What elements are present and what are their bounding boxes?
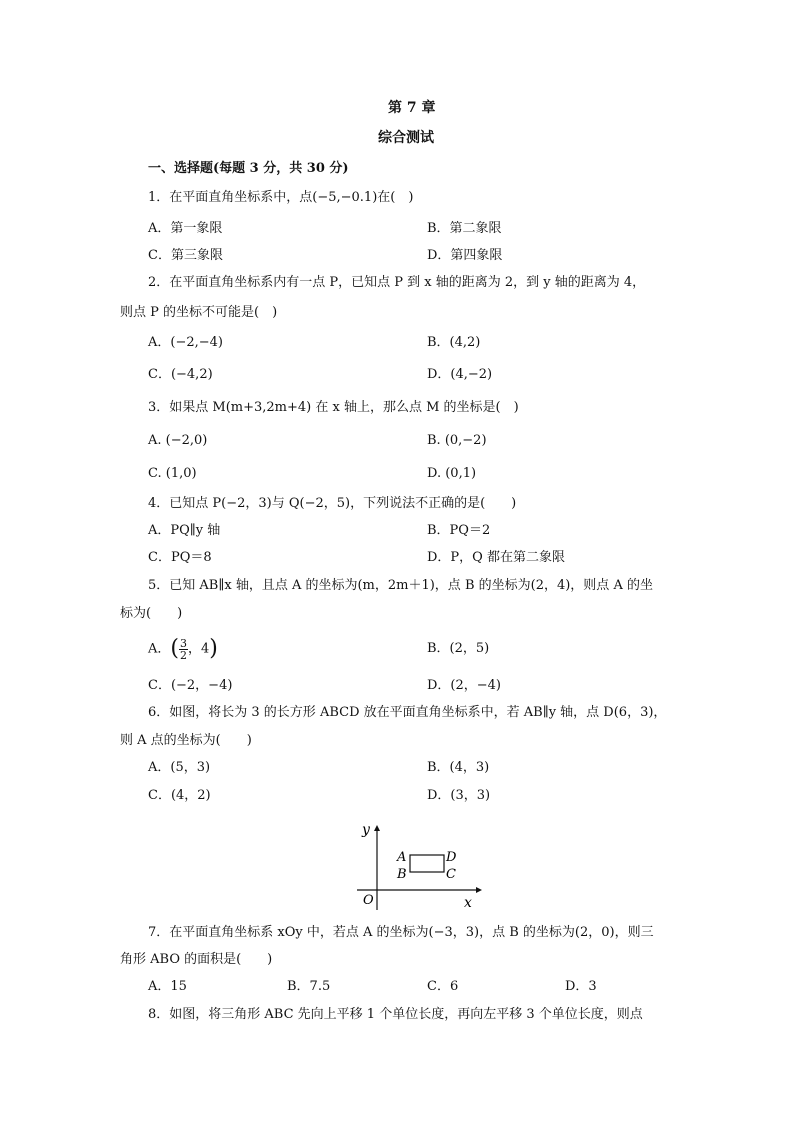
q2-option-b: B．(4,2) (427, 335, 481, 350)
q1-option-a: A．第一象限 (148, 221, 223, 236)
y-axis-arrow (374, 825, 380, 831)
label-a: A (397, 850, 407, 865)
q6-option-a: A．(5，3) (148, 760, 211, 775)
q5-option-a: A．( $\frac{3}{2}$ ，4) (148, 636, 218, 662)
q3-option-a: A. (−2,0) (148, 433, 208, 448)
q4-option-c: C．PQ＝8 (148, 550, 212, 565)
rectangle-abcd (410, 855, 444, 872)
q3-option-c: C. (1,0) (148, 466, 197, 481)
q3-stem: 3．如果点 M(m+3,2m+4) 在 x 轴上，那么点 M 的坐标是( ) (148, 400, 519, 415)
q6-option-c: C．(4，2) (148, 788, 211, 803)
chapter-heading: 第 7 章 (388, 100, 436, 116)
q7-option-b: B．7.5 (287, 979, 331, 994)
q1-option-b: B．第二象限 (427, 221, 502, 236)
label-origin: O (363, 893, 374, 908)
label-y: y (362, 822, 370, 838)
q6-stem-line2: 则 A 点的坐标为( ) (120, 733, 252, 748)
q4-stem: 4．已知点 P(−2，3)与 Q(−2，5)，下列说法不正确的是( ) (148, 496, 517, 511)
q7-stem-line1: 7．在平面直角坐标系 xOy 中，若点 A 的坐标为(−3，3)，点 B 的坐标为(2，0)，则三 (148, 925, 654, 940)
q4-option-a: A．PQ∥y 轴 (148, 523, 221, 538)
label-b: B (397, 867, 407, 882)
q7-option-d: D．3 (565, 979, 597, 994)
q7-option-a: A．15 (148, 979, 187, 994)
label-d: D (446, 850, 457, 865)
q5-option-a-prefix: A． (148, 641, 171, 657)
q3-option-b: B. (0,−2) (427, 433, 487, 448)
q1-option-d: D．第四象限 (427, 248, 503, 263)
test-title: 综合测试 (378, 130, 434, 146)
q6-stem-line1: 6．如图，将长为 3 的长方形 ABCD 放在平面直角坐标系中，若 AB∥y 轴，点 D(6，3)， (148, 705, 667, 720)
coordinate-figure (340, 815, 490, 915)
q8-stem-line1: 8．如图，将三角形 ABC 先向上平移 1 个单位长度，再向左平移 3 个单位长度，则点 (148, 1007, 643, 1022)
q2-stem-line2: 则点 P 的坐标不可能是( ) (120, 305, 278, 320)
q3-option-d: D. (0,1) (427, 466, 477, 481)
q5-stem-line2: 标为( ) (120, 606, 183, 621)
label-c: C (446, 867, 456, 882)
q5-option-d: D．(2，−4) (427, 678, 502, 693)
q6-option-d: D．(3，3) (427, 788, 491, 803)
q4-option-d: D．P，Q 都在第二象限 (427, 550, 565, 565)
q4-option-b: B．PQ＝2 (427, 523, 491, 538)
q5-stem-line1: 5．已知 AB∥x 轴，且点 A 的坐标为(m，2m＋1)，点 B 的坐标为(2，4)，则点 A 的坐 (148, 578, 653, 593)
x-axis-arrow (476, 887, 482, 893)
q7-stem-line2: 角形 ABO 的面积是( ) (120, 952, 273, 967)
q1-option-c: C．第三象限 (148, 248, 223, 263)
q6-option-b: B．(4，3) (427, 760, 490, 775)
q2-stem-line1: 2．在平面直角坐标系内有一点 P，已知点 P 到 x 轴的距离为 2，到 y 轴的距离为 4， (148, 275, 646, 290)
q2-option-a: A．(−2,−4) (148, 335, 223, 350)
q5-option-c: C．(−2，−4) (148, 678, 233, 693)
q2-option-c: C．(−4,2) (148, 367, 213, 382)
label-x: x (464, 895, 472, 911)
q1-stem: 1．在平面直角坐标系中，点(−5,−0.1)在( ) (148, 190, 414, 205)
q5-option-a-fraction: $\frac{3}{2}$ (179, 636, 187, 662)
q7-option-c: C．6 (427, 979, 459, 994)
q5-option-b: B．(2，5) (427, 641, 490, 656)
q2-option-d: D．(4,−2) (427, 367, 493, 382)
section-heading: 一、选择题(每题 3 分，共 30 分) (148, 161, 349, 176)
